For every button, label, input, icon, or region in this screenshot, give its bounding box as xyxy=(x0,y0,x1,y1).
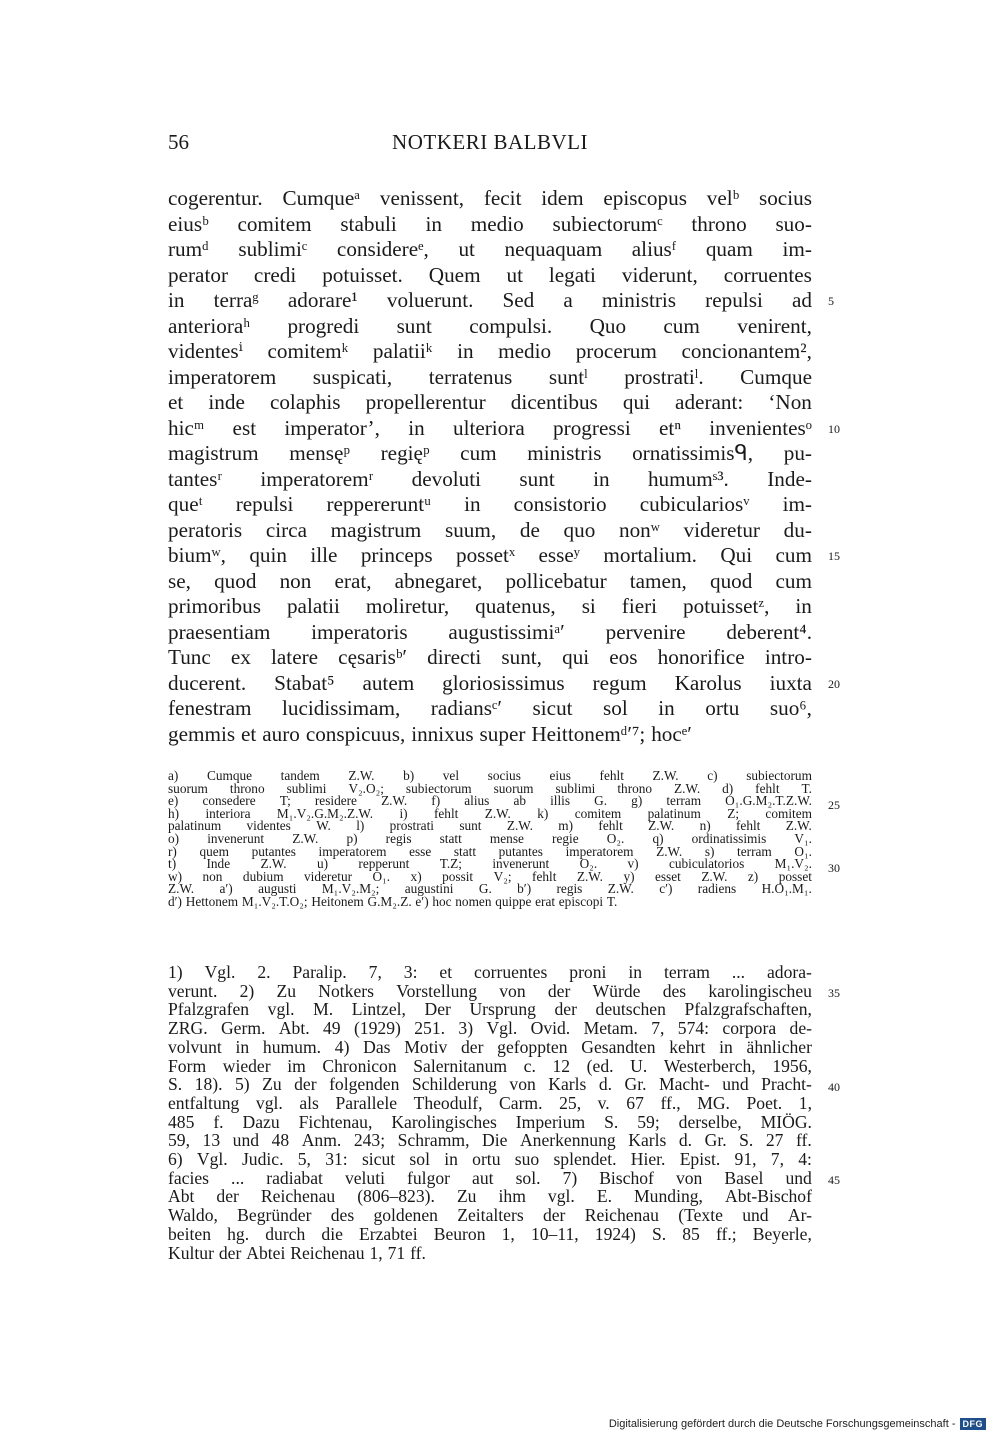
note-line: beiten hg. durch die Erzabtei Beuron 1, 10–11, 1924) S. 85 ff.; Beyerle, xyxy=(168,1223,812,1244)
note-line: Pfalzgrafen vgl. M. Lintzel, Der Ursprung der deutschen Pfalzgrafschaften, xyxy=(168,999,812,1020)
text-line: anterioraʰ progredi sunt compulsi. Quo cum venirent, xyxy=(168,313,812,338)
line-number: 15 xyxy=(828,549,840,564)
text-line: et inde colaphis propellerentur dicentibus qui aderant: ‘Non xyxy=(168,390,812,414)
critical-apparatus xyxy=(168,770,812,909)
line-number: 45 xyxy=(828,1173,840,1188)
note-line: ZRG. Germ. Abt. 49 (1929) 251. 3) Vgl. Ovid. Metam. 7, 574: corpora de- xyxy=(168,1018,812,1039)
page-footer xyxy=(609,1418,986,1430)
apparatus-line: o) invenerunt Z.W. p) regis statt mense regie O₂. q) ordinatissimis V₁. xyxy=(168,830,812,846)
note-line: Abt der Reichenau (806–823). Zu ihm vgl. E. Munding, Abt-Bischof xyxy=(168,1186,812,1207)
apparatus-line: w) non dubium videretur O₁. x) possit V₂; fehlt Z.W. y) esset Z.W. z) posset xyxy=(168,868,812,884)
note-line: entfaltung vgl. als Parallele Theodulf, Carm. 25, v. 67 ff., MG. Poet. 1, xyxy=(168,1092,812,1113)
text-line: perator credi potuisset. Quem ut legati viderunt, corruentes xyxy=(168,262,812,287)
note-line: 485 f. Dazu Fichtenau, Karolingisches Imperium S. 59; derselbe, MIÖG. xyxy=(168,1111,812,1132)
note-line: 6) Vgl. Judic. 5, 31: sicut sol in ortu suo splendet. Hier. Epist. 91, 7, 4: xyxy=(168,1149,812,1170)
apparatus-line: suorum throno sublimi V₂.O₂; subiectorum suorum sublimi throno Z.W. d) fehlt T. xyxy=(168,780,812,796)
apparatus-line: e) consedere T; residere Z.W. f) alius ab illis G. g) terram O₁.G.M₂.T.Z.W. xyxy=(168,793,812,809)
page-header xyxy=(168,130,812,160)
text-line: peratoris circa magistrum suum, de quo nonʷ videretur du- xyxy=(168,517,812,542)
text-line: cogerentur. Cumqueᵃ venissent, fecit idem episcopus velᵇ socius xyxy=(168,186,812,210)
apparatus-line: t) Inde Z.W. u) repperunt T.Z; invenerunt O₂. v) cubiculatorios M₁.V₂. xyxy=(168,856,812,872)
text-line: primoribus palatii moliretur, quatenus, si fieri potuissetᶻ, in xyxy=(168,594,812,618)
note-line: S. 18). 5) Zu der folgenden Schilderung von Karls d. Gr. Macht- und Pracht- xyxy=(168,1074,812,1095)
apparatus-line: r) quem putantes imperatorem esse statt putantes imperatorem Z.W. s) terram O₁. xyxy=(168,843,812,859)
apparatus-line: d′) Hettonem M₁.V₂.T.O₂; Heitonem G.M₂.Z. e′) hoc nomen quippe erat episcopi T. xyxy=(168,893,618,909)
digitization-credit: Digitalisierung gefördert durch die Deutsche Forschungsgemeinschaft - xyxy=(608,1418,956,1430)
page-number: 56 xyxy=(168,130,189,154)
line-number: 20 xyxy=(828,676,840,691)
line-number: 10 xyxy=(828,421,840,436)
text-line: videntesⁱ comitemᵏ palatiiᵏ in medio procerum concionantem², xyxy=(168,339,812,363)
note-line: 59, 13 und 48 Anm. 243; Schramm, Die Anerkennung Karls d. Gr. S. 27 ff. xyxy=(168,1130,812,1151)
text-line: gemmis et auro conspicuus, innixus super Heittonemᵈ′⁷; hocᵉ′ xyxy=(168,721,692,746)
text-line: imperatorem suspicati, terratenus suntˡ prostratiˡ. Cumque xyxy=(168,364,812,389)
apparatus-line: a) Cumque tandem Z.W. b) vel socius eius fehlt Z.W. c) subiectorum xyxy=(168,768,812,783)
text-line: Tunc ex latere cęsarisᵇ′ directi sunt, qui eos honorifice intro- xyxy=(168,645,812,669)
text-line: hicᵐ est imperator’, in ulteriora progressi etⁿ invenientesᵒ xyxy=(168,415,812,440)
dfg-logo: DFG xyxy=(960,1418,987,1430)
text-line: magistrum mensęᵖ regięᵖ cum ministris ornatissimisᑫ, pu- xyxy=(168,441,812,465)
text-line: rumᵈ sublimiᶜ considereᵉ, ut nequaquam aliusᶠ quam im- xyxy=(168,237,812,261)
text-line: se, quod non erat, abnegaret, pollicebatur tamen, quod cum xyxy=(168,568,812,593)
running-title: NOTKERI BALBVLI xyxy=(392,130,588,154)
note-line: Kultur der Abtei Reichenau 1, 71 ff. xyxy=(168,1242,426,1263)
line-number: 40 xyxy=(828,1079,840,1094)
note-line: volvunt in humum. 4) Das Motiv der gefoppten Gesandten kehrt in ähnlicher xyxy=(168,1036,812,1057)
apparatus-line: Z.W. a′) augusti M₁.V₂.M₂; augustini G. b′) regis Z.W. c′) radiens H.O₁.M₁. xyxy=(168,881,812,897)
text-line: biumʷ, quin ille princeps possetˣ esseʸ mortalium. Qui cum xyxy=(168,543,812,567)
text-line: praesentiam imperatoris augustissimiᵃ′ pervenire deberent⁴. xyxy=(168,619,812,644)
text-line: in terraᵍ adorare¹ voluerunt. Sed a ministris repulsi ad xyxy=(168,288,812,312)
source-notes xyxy=(168,963,812,1262)
line-number: 25 xyxy=(828,798,840,813)
line-number: 5 xyxy=(828,294,834,309)
note-line: Waldo, Begründer des goldenen Zeitalters der Reichenau (Texte und Ar- xyxy=(168,1205,812,1226)
text-line: eiusᵇ comitem stabuli in medio subiectorumᶜ throno suo- xyxy=(168,211,812,236)
text-line: ducerent. Stabat⁵ autem gloriosissimus regum Karolus iuxta xyxy=(168,670,812,695)
note-line: facies ... radiabat veluti fulgor aut sol. 7) Bischof von Basel und xyxy=(168,1167,812,1188)
note-line: 1) Vgl. 2. Paralip. 7, 3: et corruentes proni in terram ... adora- xyxy=(168,962,812,982)
text-line: tantesʳ imperatoremʳ devoluti sunt in humumˢ³. Inde- xyxy=(168,466,812,491)
note-line: Form wieder im Chronicon Salernitanum c. 12 (ed. U. Westerberch, 1956, xyxy=(168,1055,812,1076)
main-text xyxy=(168,186,812,747)
apparatus-line: h) interiora M₁.V₂.G.M₂.Z.W. i) fehlt Z.W. k) comitem palatinum Z; comitem xyxy=(168,805,812,821)
line-number: 30 xyxy=(828,861,840,876)
text-line: queᵗ repulsi reppereruntᵘ in consistorio cubiculariosᵛ im- xyxy=(168,492,812,516)
line-number: 35 xyxy=(828,986,840,1001)
text-line: fenestram lucidissimam, radiansᶜ′ sicut sol in ortu suo⁶, xyxy=(168,696,812,720)
apparatus-line: palatinum videntes W. l) prostrati sunt Z.W. m) fehlt Z.W. n) fehlt Z.W. xyxy=(168,818,812,834)
note-line: verunt. 2) Zu Notkers Vorstellung von der Würde des karolingischeu xyxy=(168,980,812,1001)
